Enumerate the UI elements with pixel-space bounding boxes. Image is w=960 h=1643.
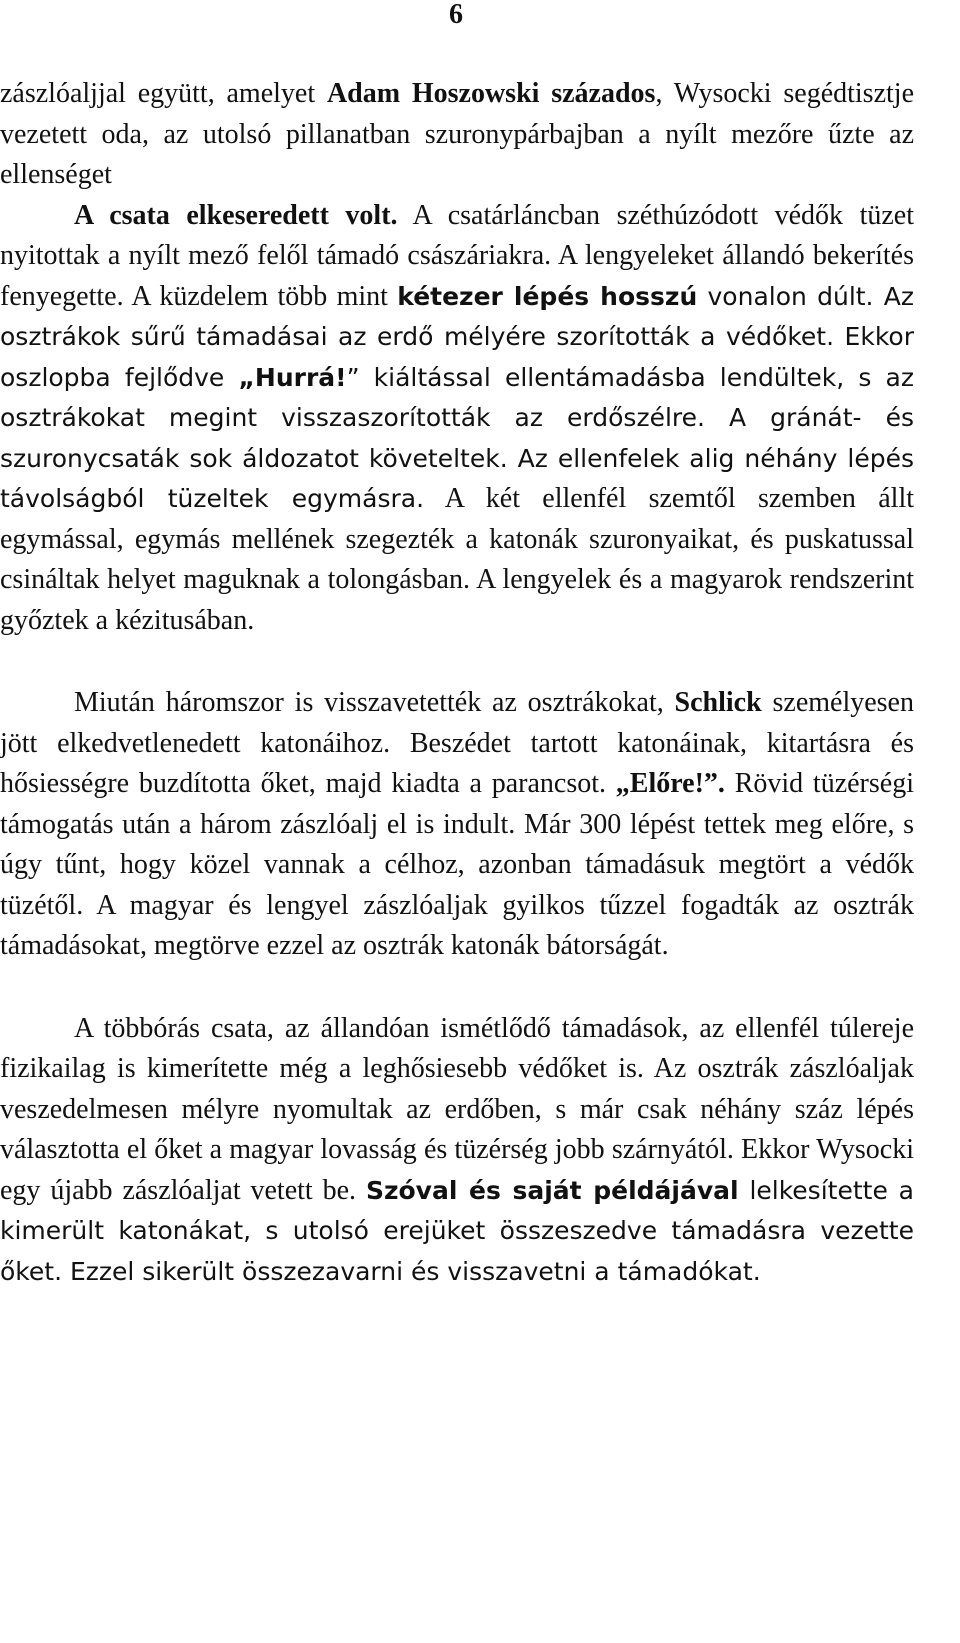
text-run: , Wysocki segédtisztje vezetett oda, az utolsó pillanatban szuronypárbajban a nyílt mezőre űzte az ellenséget bbox=[0, 78, 914, 190]
text-run-bold: Adam Hoszowski százados bbox=[326, 78, 656, 109]
text-run: zászlóaljjal együtt, amelyet bbox=[0, 78, 327, 109]
text-run: A két ellenfél szemtől szemben állt egymással, egymás mellének szegezték a katonák szuronyaikat, és puskatussal csináltak helyet maguknak a tolongásban. A lengyelek és a magyarok rendszerint győztek a kézitusában. bbox=[0, 483, 914, 636]
text-run: vonalon dúlt. Az osztrákok sűrű támadásai az erdő mélyére szorították a védőket. Ekkor oszlopba fejlődve bbox=[0, 281, 914, 392]
page-body bbox=[0, 74, 914, 1292]
text-run: lelkesítette a kimerült katonákat, s utolsó erejüket összeszedve támadásra vezette őket. Ezzel sikerült összezavarni és visszavetni a támadókat. bbox=[0, 1175, 914, 1286]
text-run-bold: A csata elkeseredett volt. bbox=[74, 199, 398, 231]
page-number: 6 bbox=[449, 0, 463, 30]
text-run-bold: „Hurrá! bbox=[238, 362, 347, 392]
paragraph bbox=[0, 683, 914, 967]
text-run-bold: Schlick bbox=[674, 687, 762, 718]
text-run: ” kiáltással ellentámadásba lendültek, s az osztrákokat megint visszaszorították az erdőszélre. A gránát- és szuronycsaták sok áldozatot követeltek. Az ellenfelek alig néhány lépés távolságból tüzeltek egymásra. bbox=[0, 362, 914, 513]
text-run-bold: kétezer lépés hosszú bbox=[397, 281, 698, 311]
text-run: Rövid tüzérségi támogatás után a három zászlóalj el is indult. Már 300 lépést tettek meg előre, s úgy tűnt, hogy közel vannak a célhoz, azonban támadásuk megtört a védők tüzétől. A magyar és lengyel zászlóaljak gyilkos tűzzel fogadták az osztrák támadásokat, megtörve ezzel az osztrák katonák bátorságát. bbox=[0, 768, 914, 961]
paragraph bbox=[0, 1009, 914, 1293]
text-run: A csatárláncban széthúzódott védők tüzet nyitottak a nyílt mező felől támadó császáriakra. A lengyeleket állandó bekerítés fenyegette. A küzdelem több mint bbox=[0, 199, 914, 312]
text-run-bold: Szóval és saját példájával bbox=[365, 1175, 739, 1205]
text-run: A többórás csata, az állandóan ismétlődő támadások, az ellenfél túlereje fizikailag is kimerítette még a leghősiesebb védőket is. Az osztrák zászlóaljak veszedelmesen mélyre nyomultak az erdőben, s már csak néhány száz lépés választotta el őket a magyar lovasság és tüzérség jobb szárnyától. Ekkor Wysocki egy újabb zászlóaljat vetett be. bbox=[0, 1012, 914, 1206]
paragraph bbox=[0, 74, 914, 196]
paragraph bbox=[0, 196, 914, 642]
text-run-bold: „Előre!”. bbox=[615, 768, 725, 799]
text-run: személyesen jött elkedvetlenedett katonáihoz. Beszédet tartott katonáinak, kitartásra és hősiességre buzdította őket, majd kiadta a parancsot. bbox=[0, 687, 914, 799]
text-run: Miután háromszor is visszavetették az osztrákokat, bbox=[74, 687, 675, 718]
